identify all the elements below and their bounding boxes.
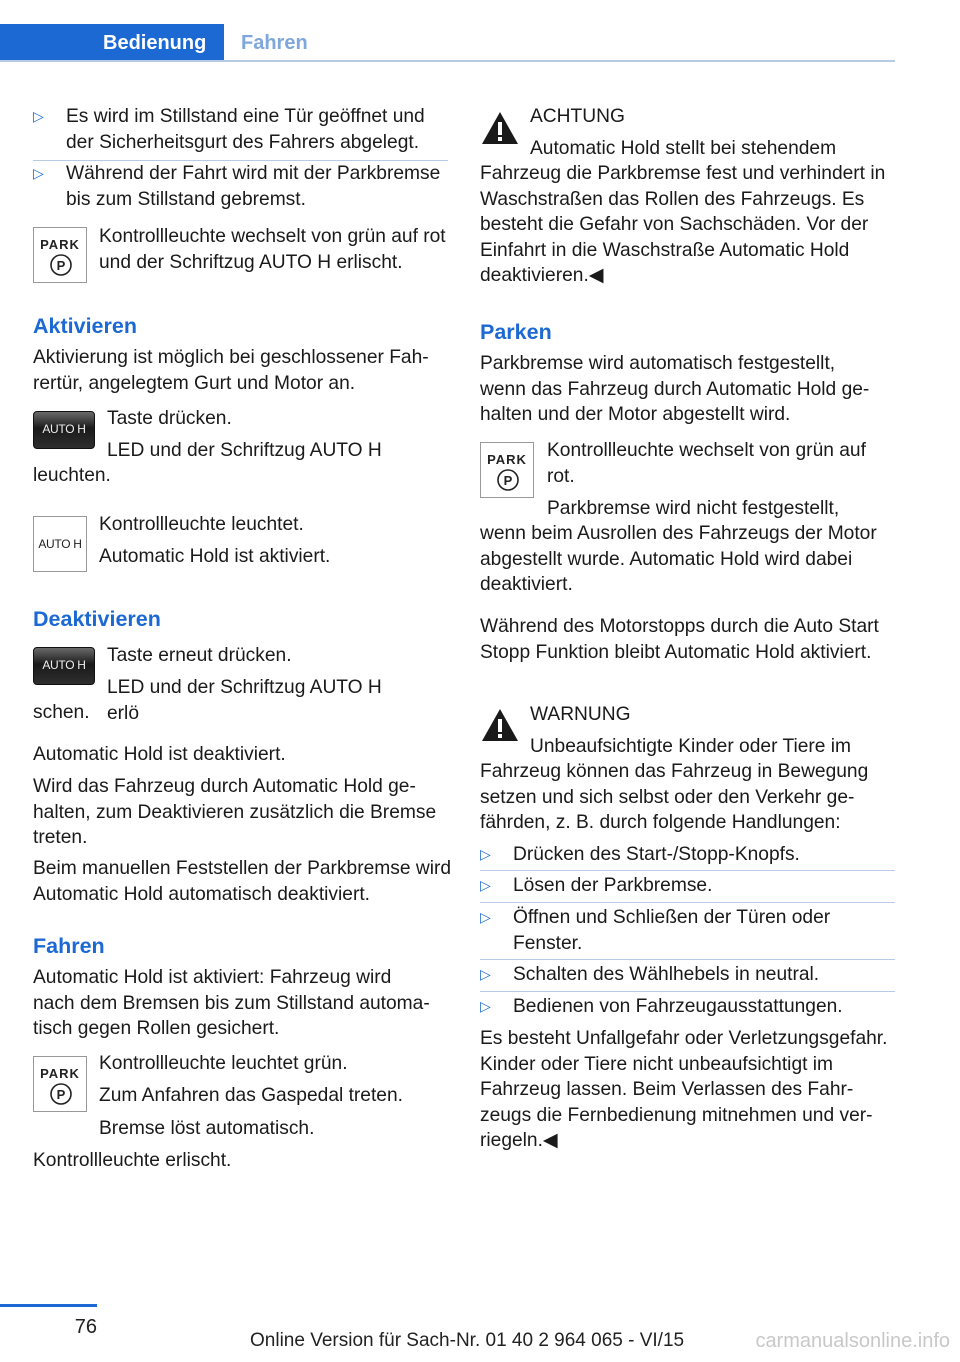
- paragraph: Automatic Hold ist aktiviert.: [99, 546, 331, 567]
- footer-rule: [0, 1304, 97, 1307]
- list-item: [480, 873, 895, 899]
- paragraph: Wird das Fahrzeug durch Automatic Hold gehalten, zum Deaktivieren zusätzlich die Bremse treten.: [33, 776, 437, 848]
- paragraph: Automatic Hold stellt bei stehendem: [530, 138, 837, 159]
- paragraph: leuchten.: [33, 465, 111, 486]
- paragraph: wenn beim Ausrollen des Fahrzeugs der Motor abgestellt wurde. Automatic Hold wird dabei deaktiviert.: [480, 523, 877, 595]
- heading-deaktivieren: Deaktivieren: [33, 607, 161, 631]
- bullet-triangle-icon: ▷: [33, 108, 44, 124]
- tab-bedienung[interactable]: Bedienung: [0, 24, 224, 62]
- auto-h-indicator-icon: [33, 516, 87, 572]
- list-item: [33, 161, 453, 213]
- heading-fahren: Fahren: [33, 934, 105, 958]
- park-indicator-icon: [33, 227, 87, 283]
- paragraph: Zum Anfahren das Gaspedal treten.: [99, 1085, 403, 1106]
- auto-h-button-icon: [33, 411, 95, 449]
- paragraph: Kontrollleuchte leuchtet.: [99, 514, 304, 535]
- park-label: PARK: [40, 1066, 80, 1081]
- list-item-text: Während der Fahrt wird mit der Parkbremse bis zum Stillstand gebremst.: [66, 163, 441, 210]
- p-letter: P: [56, 258, 66, 273]
- list-item-text: Es wird im Stillstand eine Tür geöffnet und der Sicherheitsgurt des Fahrers abgelegt.: [66, 106, 425, 153]
- p-circle-icon: [496, 468, 520, 492]
- tab-fahren[interactable]: Fahren: [241, 31, 308, 54]
- list-item-text: Bedienen von Fahrzeugausstattungen.: [513, 996, 843, 1017]
- list-item: [480, 905, 895, 957]
- auto-h-label: AUTO H: [42, 422, 86, 436]
- paragraph: Taste drücken.: [107, 408, 232, 429]
- park-indicator-icon: [33, 1056, 87, 1112]
- paragraph: Parkbremse wird automatisch festgestellt, wenn das Fahrzeug durch Automatic Hold gehalten und der Motor abgestellt wird.: [480, 353, 870, 425]
- paragraph: Während des Motorstopps durch die Auto Start Stopp Funktion bleibt Automatic Hold aktiviert.: [480, 616, 879, 663]
- bullet-triangle-icon: ▷: [480, 909, 491, 925]
- footer-online-version: Online Version für Sach-Nr. 01 40 2 964 065 - VI/15: [250, 1330, 685, 1351]
- heading-aktivieren: Aktivieren: [33, 314, 137, 338]
- list-item: [33, 104, 453, 156]
- paragraph: schen.: [33, 702, 90, 723]
- bullet-triangle-icon: ▷: [480, 966, 491, 982]
- paragraph: LED und der Schriftzug AUTO H: [107, 440, 382, 461]
- paragraph: Es besteht Unfallgefahr oder Verletzungsgefahr. Kinder oder Tiere nicht unbeaufsichtigt im Fahrzeug lassen. Beim Verlassen des Fahrzeugs die Fernbedienung mitnehmen und verriegeln.◀: [480, 1028, 888, 1151]
- divider: [480, 959, 895, 960]
- header-divider: [0, 60, 895, 62]
- auto-h-label: AUTO H: [38, 537, 82, 551]
- warning-triangle-icon: [480, 110, 520, 146]
- bullet-triangle-icon: ▷: [480, 877, 491, 893]
- paragraph: Aktivierung ist möglich bei geschlossener Fahrertür, angelegtem Gurt und Motor an.: [33, 347, 429, 394]
- p-circle-icon: [49, 253, 73, 277]
- bullet-triangle-icon: ▷: [480, 846, 491, 862]
- page-number: 76: [74, 1316, 97, 1338]
- paragraph: Kontrollleuchte erlischt.: [33, 1150, 232, 1171]
- list-item-text: Drücken des Start-/Stopp-Knopfs.: [513, 844, 800, 865]
- paragraph: Automatic Hold ist aktiviert: Fahrzeug wird nach dem Bremsen bis zum Stillstand automatisch gegen Rollen gesichert.: [33, 967, 430, 1039]
- divider: [480, 870, 895, 871]
- heading-parken: Parken: [480, 320, 552, 344]
- paragraph: Bremse löst automatisch.: [99, 1118, 315, 1139]
- p-letter: P: [56, 1087, 66, 1102]
- park-label: PARK: [40, 237, 80, 252]
- park-indicator-icon: [480, 442, 534, 498]
- bullet-triangle-icon: ▷: [480, 998, 491, 1014]
- paragraph: Kontrollleuchte leuchtet grün.: [99, 1053, 348, 1074]
- list-item: [480, 962, 895, 988]
- paragraph: Beim manuellen Feststellen der Parkbremse wird Automatic Hold automatisch deaktiviert.: [33, 858, 452, 905]
- paragraph: Taste erneut drücken.: [107, 645, 292, 666]
- auto-h-button-icon: [33, 647, 95, 685]
- list-item-text: Lösen der Parkbremse.: [513, 875, 713, 896]
- paragraph: Kontrollleuchte wechselt von grün auf rot.: [547, 440, 866, 487]
- warning-triangle-icon: [480, 707, 520, 743]
- paragraph: Parkbremse wird nicht festgestellt,: [547, 498, 840, 519]
- list-item: [480, 842, 895, 868]
- divider: [480, 991, 895, 992]
- warning-title: WARNUNG: [530, 704, 631, 725]
- divider: [480, 902, 895, 903]
- park-label: PARK: [487, 452, 527, 467]
- p-letter: P: [503, 473, 513, 488]
- p-circle-icon: [49, 1082, 73, 1106]
- bullet-triangle-icon: ▷: [33, 165, 44, 181]
- paragraph: Fahrzeug die Parkbremse fest und verhindert in Waschstraßen das Rollen des Fahrzeugs. Es besteht die Gefahr von Sachschäden. Vor der Einfahrt in die Waschstraße Automatic Hold deaktivieren.◀: [480, 163, 886, 286]
- watermark: carmanualsonline.info: [755, 1330, 950, 1352]
- paragraph: Fahrzeug können das Fahrzeug in Bewegung setzen und sich selbst oder den Verkehr gefährden, z. B. durch folgende Handlungen:: [480, 761, 869, 833]
- paragraph: Automatic Hold ist deaktiviert.: [33, 744, 286, 765]
- paragraph: Unbeaufsichtigte Kinder oder Tiere im: [530, 736, 852, 757]
- paragraph: LED und der Schriftzug AUTO H erlö: [107, 677, 382, 724]
- list-item-text: Schalten des Wählhebels in neutral.: [513, 964, 820, 985]
- list-item: [480, 994, 895, 1020]
- auto-h-label: AUTO H: [42, 658, 86, 672]
- warning-title: ACHTUNG: [530, 106, 625, 127]
- park-text: Kontrollleuchte wechselt von grün auf rot und der Schriftzug AUTO H erlischt.: [99, 226, 446, 273]
- list-item-text: Öffnen und Schließen der Türen oder Fenster.: [513, 907, 831, 954]
